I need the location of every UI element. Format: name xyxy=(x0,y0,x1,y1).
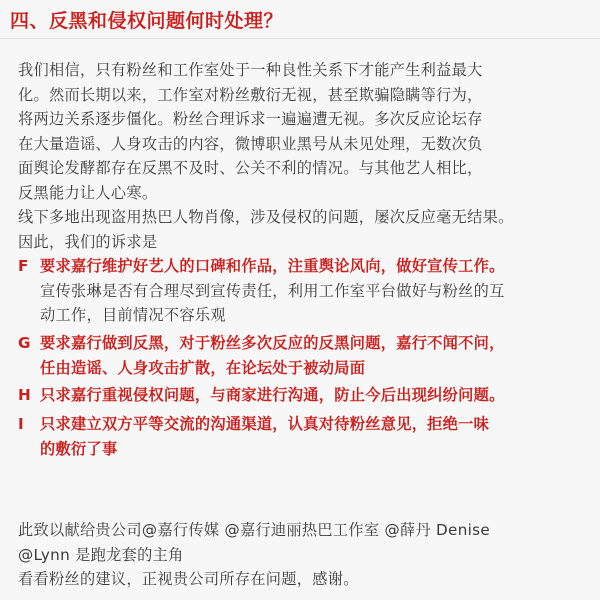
demand-marker: I xyxy=(18,415,24,433)
section-heading: 四、反黑和侵权问题何时处理？ xyxy=(10,10,284,32)
closing-line: 此致以献给贵公司@嘉行传媒 @嘉行迪丽热巴工作室 @薛丹 Denise xyxy=(18,521,490,539)
closing-line: @Lynn 是跑龙套的主角 xyxy=(18,545,184,564)
intro-line: 我们相信，只有粉丝和工作室处于一种良性关系下才能产生利益最大 xyxy=(18,61,483,79)
intro-line: 因此，我们的诉求是 xyxy=(18,232,158,251)
demand-text: 只求建立双方平等交流的沟通渠道，认真对待粉丝意见，拒绝一味 xyxy=(40,415,490,433)
intro-line: 化。然而长期以来，工作室对粉丝敷衍无视，甚至欺骗隐瞒等行为， xyxy=(18,85,483,104)
intro-line: 面舆论发酵都存在反黑不及时、公关不利的情况。与其他艺人相比， xyxy=(18,159,483,177)
demand-marker: F xyxy=(18,257,29,275)
heading-divider xyxy=(0,38,600,39)
demand-text: 要求嘉行做到反黑，对于粉丝多次反应的反黑问题，嘉行不闻不问， xyxy=(40,334,505,352)
demand-text: 要求嘉行维护好艺人的口碑和作品，注重舆论风向，做好宣传工作。 xyxy=(40,257,505,275)
demand-marker: G xyxy=(18,334,31,352)
demand-item-g xyxy=(18,331,590,380)
demand-note: 宣传张琳是否有合理尽到宣传责任，利用工作室平台做好与粉丝的互 xyxy=(40,281,505,300)
demand-item-f xyxy=(18,254,590,328)
intro-line: 将两边关系逐步僵化。粉丝合理诉求一遍遍遭无视。多次反应论坛存 xyxy=(18,110,483,128)
demand-item-i xyxy=(18,412,590,461)
intro-line: 线下多地出现盗用热巴人物肖像，涉及侵权的问题，屡次反应毫无结果。 xyxy=(18,208,514,226)
closing-line: 看看粉丝的建议，正视贵公司所存在问题，感谢。 xyxy=(18,570,359,588)
intro-paragraph xyxy=(18,58,590,254)
demand-note: 动工作，目前情况不容乐观 xyxy=(40,306,226,324)
demand-text: 的敷衍了事 xyxy=(40,439,118,458)
demand-marker: H xyxy=(18,386,32,404)
demand-item-h xyxy=(18,383,590,408)
intro-line: 反黑能力让人心寒。 xyxy=(18,183,158,202)
demand-text: 任由造谣、人身攻击扩散，在论坛处于被动局面 xyxy=(40,358,366,377)
closing-paragraph xyxy=(18,518,590,592)
intro-line: 在大量造谣、人身攻击的内容，微博职业黑号从未见处理，无数次负 xyxy=(18,134,483,153)
demand-text: 只求嘉行重视侵权问题，与商家进行沟通，防止今后出现纠纷问题。 xyxy=(40,386,505,404)
